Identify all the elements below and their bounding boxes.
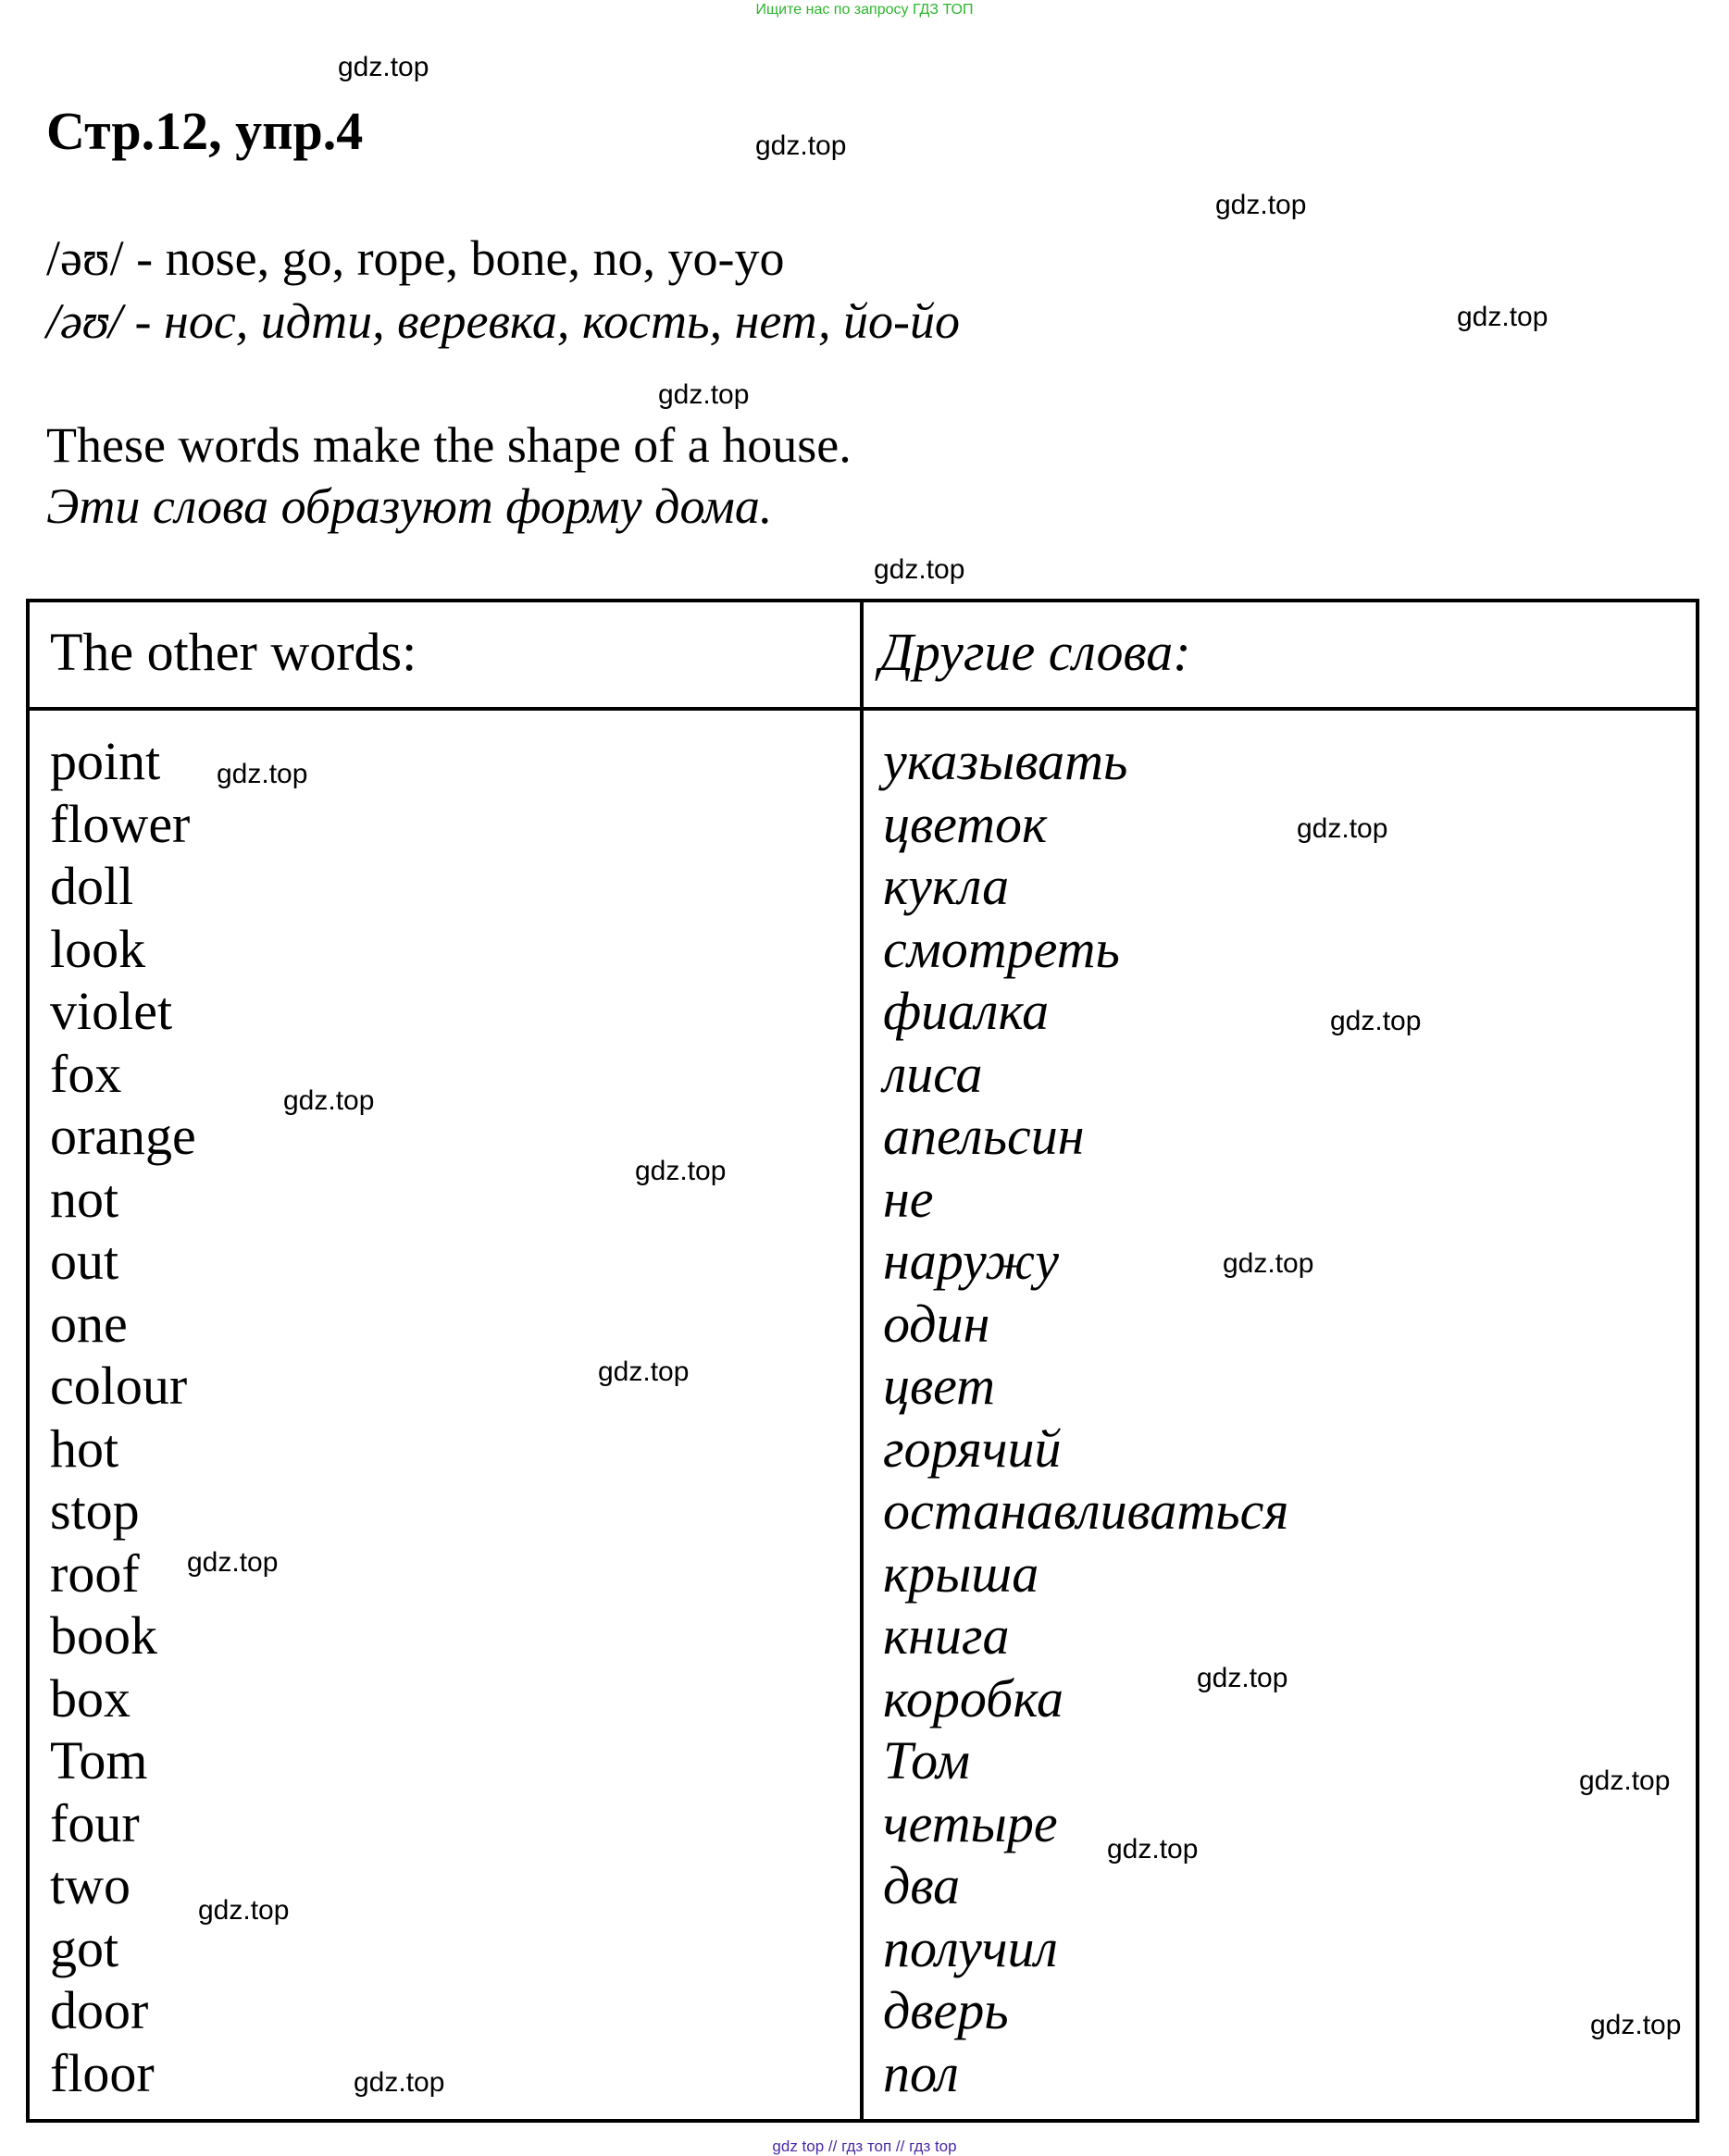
watermark: gdz.top — [1579, 1766, 1671, 1796]
table-row-word: коробка — [883, 1667, 1064, 1729]
table-row-word: смотреть — [883, 918, 1120, 979]
table-row-word: не — [883, 1168, 934, 1229]
phonetic-russian: /əʊ/ - нос, идти, веревка, кость, нет, йо-йо — [46, 293, 960, 349]
watermark: gdz.top — [1223, 1248, 1314, 1279]
watermark: gdz.top — [217, 759, 308, 789]
table-row-word: Tom — [50, 1730, 148, 1790]
table-row-word: дверь — [883, 1980, 1009, 2040]
table-row-word: фиалка — [883, 981, 1050, 1041]
table-row-word: указывать — [883, 731, 1128, 791]
watermark: gdz.top — [635, 1156, 727, 1186]
watermark: gdz.top — [874, 554, 965, 585]
watermark: gdz.top — [1297, 813, 1388, 844]
table-row-word: door — [50, 1980, 149, 2040]
page-title: Стр.12, упр.4 — [46, 101, 364, 161]
watermark: gdz.top — [1215, 190, 1307, 220]
watermark: gdz.top — [1590, 2010, 1682, 2040]
table-row-word: two — [50, 1855, 131, 1915]
table-row-word: крыша — [883, 1543, 1039, 1604]
table-row-word: violet — [50, 981, 173, 1041]
table-row-word: floor — [50, 2042, 155, 2103]
sentence-russian: Эти слова образуют форму дома. — [46, 478, 773, 534]
table-row-word: hot — [50, 1418, 119, 1479]
table-row-word: книга — [883, 1605, 1010, 1666]
top-banner: Ищите нас по запросу ГДЗ ТОП — [755, 2, 974, 18]
table-row-word: got — [50, 1917, 119, 1978]
table-row-word: кукла — [883, 856, 1010, 916]
table-header-english: The other words: — [50, 622, 417, 682]
table-row-word: один — [883, 1293, 990, 1354]
table-row-word: четыре — [883, 1792, 1058, 1853]
table-row-word: one — [50, 1293, 128, 1354]
table-row-word: Том — [883, 1730, 970, 1790]
table-row-word: box — [50, 1667, 131, 1729]
russian-word-list — [883, 730, 1288, 2104]
watermark: gdz.top — [1107, 1834, 1199, 1865]
watermark: gdz.top — [598, 1357, 690, 1387]
watermark: gdz.top — [283, 1085, 375, 1116]
watermark: gdz.top — [354, 2067, 445, 2098]
table-header-russian: Другие слова: — [879, 622, 1191, 682]
table-row-word: point — [50, 731, 161, 791]
table-row-word: look — [50, 918, 146, 979]
table-row-word: book — [50, 1605, 157, 1666]
sentence-english: These words make the shape of a house. — [46, 417, 852, 473]
footer: gdz top // гдз топ // гдз top — [772, 2137, 957, 2155]
table-row-word: colour — [50, 1356, 188, 1416]
table-row-word: цвет — [883, 1356, 996, 1416]
table-column-divider — [860, 602, 864, 2119]
table-row-word: doll — [50, 856, 134, 916]
table-row-word: roof — [50, 1543, 140, 1604]
vocabulary-table — [26, 599, 1699, 2123]
english-word-list — [50, 730, 196, 2104]
table-row-word: пол — [883, 2042, 959, 2103]
table-row-word: лиса — [883, 1043, 983, 1104]
table-row-word: цветок — [883, 793, 1048, 854]
table-row-word: апельсин — [883, 1106, 1085, 1166]
watermark: gdz.top — [1457, 302, 1549, 332]
phonetic-english: /əʊ/ - nose, go, rope, bone, no, yo-yo — [46, 230, 785, 286]
table-row-word: orange — [50, 1106, 196, 1166]
watermark: gdz.top — [658, 379, 750, 410]
table-row-word: наружу — [883, 1231, 1060, 1291]
table-row-word: fox — [50, 1043, 122, 1104]
table-row-word: два — [883, 1855, 961, 1915]
watermark: gdz.top — [198, 1895, 290, 1926]
watermark: gdz.top — [187, 1547, 279, 1578]
table-row-word: получил — [883, 1917, 1058, 1978]
table-row-word: stop — [50, 1481, 140, 1541]
watermark: gdz.top — [1330, 1006, 1422, 1036]
table-row-word: not — [50, 1168, 119, 1229]
table-header-divider — [30, 707, 1696, 711]
table-row-word: out — [50, 1231, 119, 1291]
table-row-word: останавливаться — [883, 1481, 1289, 1541]
watermark: gdz.top — [338, 52, 429, 82]
watermark: gdz.top — [755, 130, 847, 161]
watermark: gdz.top — [1197, 1663, 1288, 1693]
table-row-word: four — [50, 1792, 140, 1853]
table-row-word: горячий — [883, 1418, 1062, 1479]
table-row-word: flower — [50, 793, 191, 854]
